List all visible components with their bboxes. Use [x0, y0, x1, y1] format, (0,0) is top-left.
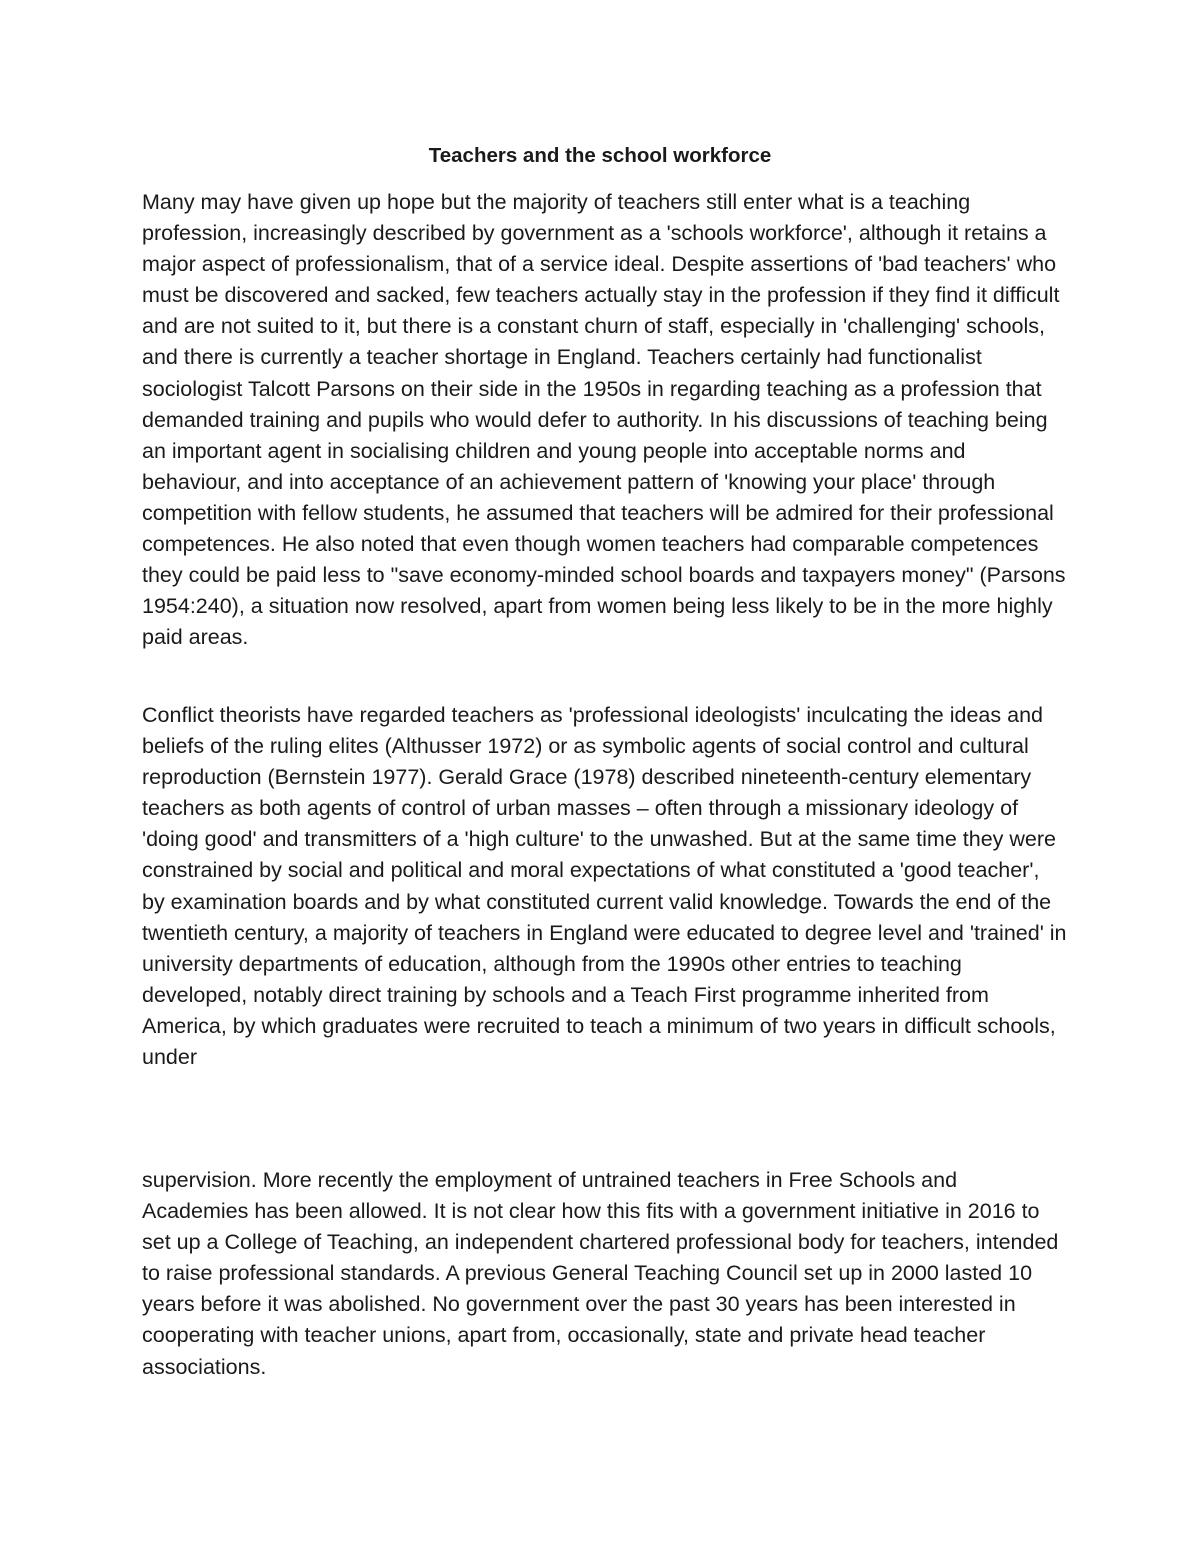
body-paragraph-3: supervision. More recently the employment of untrained teachers in Free Schools and Academies has been allowed. It is not clear how this fits with a government initiative in 2016 to set up a College of Teaching, an independent chartered professional body for teachers, intended to raise professional standards. A previous General Teaching Council set up in 2000 lasted 10 years before it was abolished. No government over the past 30 years has been interested in cooperating with teacher unions, apart from, occasionally, state and private head teacher associations.: [142, 1168, 1059, 1379]
body-paragraph-2: Conflict theorists have regarded teachers as 'professional ideologists' inculcating the ideas and beliefs of the ruling elites (Althusser 1972) or as symbolic agents of social control and cultural reproduction (Bernstein 1977). Gerald Grace (1978) described nineteenth-century elementary teachers as both agents of control of urban masses – often through a missionary ideology of 'doing good' and transmitters of a 'high culture' to the unwashed. But at the same time they were constrained by social and political and moral expectations of what constituted a 'good teacher', by examination boards and by what constituted current valid knowledge. Towards the end of the twentieth century, a majority of teachers in England were educated to degree level and 'trained' in university departments of education, although from the 1990s other entries to teaching developed, notably direct training by schools and a Teach First programme inherited from America, by which graduates were recruited to teach a minimum of two years in difficult schools, under: [142, 703, 1067, 1070]
document-title: Teachers and the school workforce: [428, 144, 772, 167]
body-paragraph-1: Many may have given up hope but the majority of teachers still enter what is a teaching profession, increasingly described by government as a 'schools workforce', although it retains a major aspect of professionalism, that of a service ideal. Despite assertions of 'bad teachers' who must be discovered and sacked, few teachers actually stay in the profession if they find it difficult and are not suited to it, but there is a constant churn of staff, especially in 'challenging' schools, and there is currently a teacher shortage in England. Teachers certainly had functionalist sociologist Talcott Parsons on their side in the 1950s in regarding teaching as a profession that demanded training and pupils who would defer to authority. In his discussions of teaching being an important agent in socialising children and young people into acceptable norms and behaviour, and into acceptance of an achievement pattern of 'knowing your place' through competition with fellow students, he assumed that teachers will be admired for their professional competences. He also noted that even though women teachers had comparable competences they could be paid less to "save economy-minded school boards and taxpayers money" (Parsons 1954:240), a situation now resolved, apart from women being less likely to be in the more highly paid areas.: [142, 190, 1066, 650]
